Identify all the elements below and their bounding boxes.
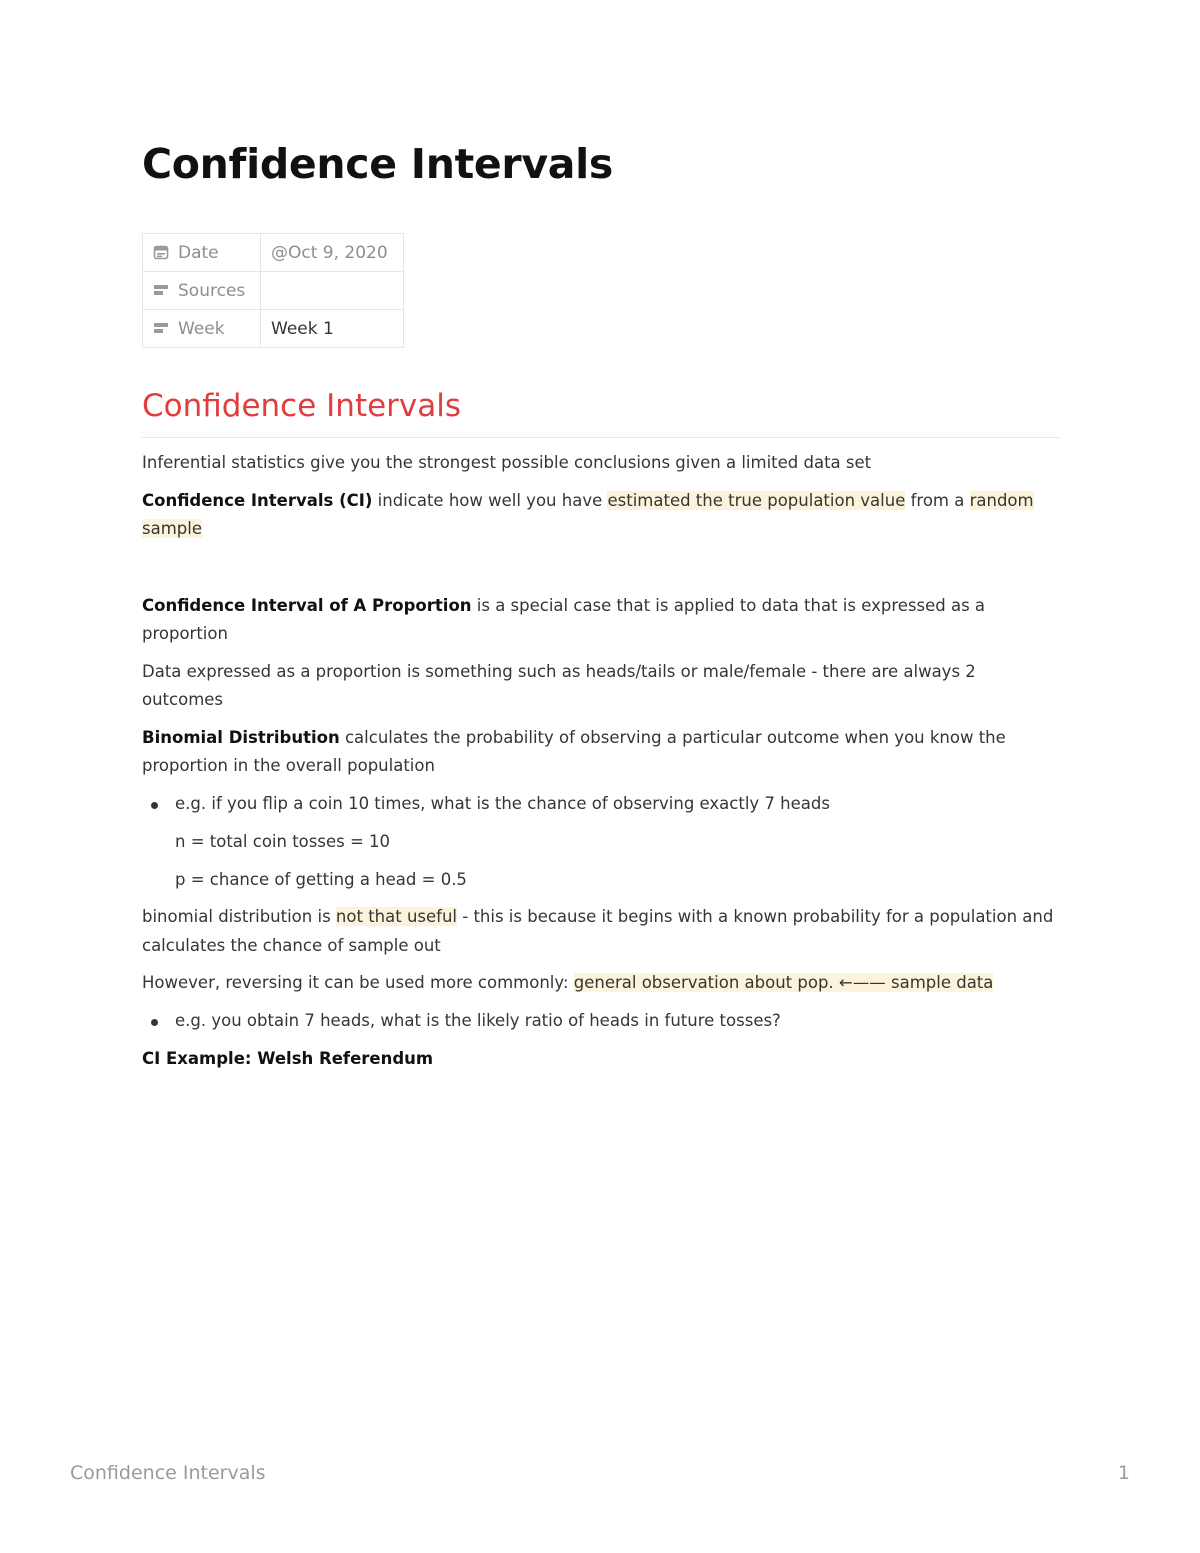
paragraph-text: is a special case that is applied to data that is expressed as a proportion: [142, 595, 986, 643]
bullet-list: [142, 790, 1060, 819]
bullet-dot-icon: [151, 1019, 158, 1026]
bullet-list: [142, 1007, 1060, 1036]
bold-term: Binomial Distribution: [142, 727, 340, 747]
paragraph-text: calculates the probability of observing a particular outcome when you know the proportion in the overall population: [142, 727, 1006, 775]
property-row-date: [143, 234, 404, 272]
paragraph: [142, 1045, 1060, 1074]
property-value-week[interactable]: Week 1: [261, 310, 404, 348]
paragraph-text: - this is because it begins with a known probability for a population and calculates the chance of sample out: [142, 907, 1054, 955]
paragraph: [142, 969, 1060, 998]
bullet-dot-icon: [151, 802, 158, 809]
paragraph: Inferential statistics give you the strongest possible conclusions given a limited data set: [142, 453, 872, 472]
property-label-cell: [143, 272, 261, 310]
text-property-icon: [153, 320, 169, 336]
property-label-cell: [143, 310, 261, 348]
property-label: Sources: [178, 280, 246, 301]
page-title: Confidence Intervals: [142, 140, 613, 188]
bold-term: CI Example: Welsh Referendum: [142, 1049, 434, 1068]
page-content: [142, 449, 1060, 1083]
paragraph-text: binomial distribution is: [142, 907, 336, 926]
list-item-text: e.g. you obtain 7 heads, what is the likely ratio of heads in future tosses?: [175, 1010, 781, 1030]
paragraph: [142, 724, 1060, 781]
property-label: Week: [178, 318, 225, 339]
paragraph: [142, 903, 1060, 960]
list-item: [142, 790, 1060, 819]
property-label-cell: [143, 234, 261, 272]
list-item-text: e.g. if you flip a coin 10 times, what is the chance of observing exactly 7 heads: [175, 793, 830, 813]
highlighted-text: not that useful: [335, 907, 457, 926]
bold-term: Confidence Interval of A Proportion: [142, 595, 472, 615]
paragraph: [142, 487, 1060, 544]
footer-title: Confidence Intervals: [70, 1462, 266, 1484]
paragraph: [142, 592, 1060, 649]
properties-table: [142, 233, 404, 348]
highlighted-text: estimated the true population value: [607, 490, 906, 510]
property-value-date[interactable]: @Oct 9, 2020: [261, 234, 404, 272]
highlighted-text: random sample: [142, 490, 1034, 538]
property-value-sources[interactable]: [261, 272, 404, 310]
bold-term: Confidence Intervals (CI): [142, 490, 373, 510]
property-label: Date: [178, 242, 219, 263]
property-row-sources: [143, 272, 404, 310]
text-property-icon: [153, 282, 169, 298]
paragraph: Data expressed as a proportion is something such as heads/tails or male/female - there are always 2 outcomes: [142, 661, 976, 709]
calendar-icon: [153, 244, 169, 260]
page-number: 1: [1117, 1462, 1130, 1484]
paragraph-text: indicate how well you have: [372, 490, 608, 510]
indented-line: p = chance of getting a head = 0.5: [175, 869, 467, 889]
heading-divider: [142, 437, 1060, 438]
list-item: [142, 1007, 1060, 1036]
paragraph-text: from a: [905, 490, 970, 510]
highlighted-text: general observation about pop. ←—— sample data: [573, 973, 994, 992]
section-heading: Confidence Intervals: [142, 388, 462, 424]
paragraph-text: However, reversing it can be used more commonly:: [142, 973, 574, 992]
indented-line: n = total coin tosses = 10: [175, 832, 391, 851]
property-row-week: [143, 310, 404, 348]
